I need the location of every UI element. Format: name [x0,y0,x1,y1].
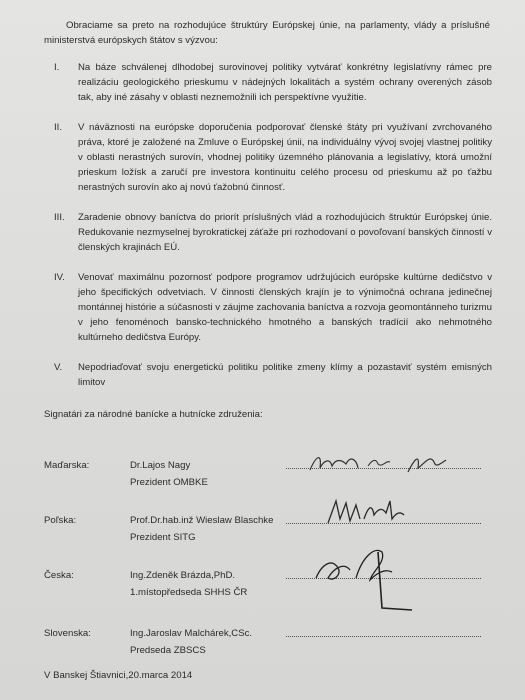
signatory-role: Prezident SITG [130,532,196,543]
intro-paragraph [44,18,490,48]
signatory-role: Prezident OMBKE [130,477,208,488]
signatory-name: Dr.Lajos Nagy [130,460,191,471]
signatory-country: Slovenska: [44,628,91,639]
item-number: III. [54,212,65,223]
place-and-date: V Banskej Štiavnici,20.marca 2014 [44,670,193,681]
appeal-item-3 [44,210,492,255]
signature-line [286,636,481,637]
item-number: II. [54,122,62,133]
signatory-country: Maďarska: [44,460,90,471]
item-number: I. [54,62,60,73]
appeal-item-4 [44,270,492,345]
signature-drawing [312,538,422,628]
signatory-country: Česka: [44,570,74,581]
appeal-list [44,60,492,390]
appeal-item-2 [44,120,492,195]
signatory-name: Prof.Dr.hab.inž Wieslaw Blaschke [130,515,274,526]
signatory-role: Predseda ZBSCS [130,645,206,656]
signatory-name: Ing.Jaroslav Malchárek,CSc. [130,628,253,639]
signature-drawing [306,446,466,486]
appeal-item-1 [44,60,492,105]
item-text: Zaradenie obnovy baníctva do priorít príslušných vlád a rozhodujúcich štruktúr Európskej únie. Redukovanie nezmyselnej byrokratickej záťaže pri rozhodovaní o povoľovaní banských činností v členských krajinách EÚ. [78,212,492,253]
signatory-country: Poľska: [44,515,77,526]
item-number: V. [54,362,63,373]
item-text: Venovať maximálnu pozornosť podpore programov udržujúcich európske kultúrne dedičstvo v jeho špecifických odvetviach. V činnosti členských krajín je to výnimočná ochrana jedinečnej montánnej histórie a súčasnosti v záujme zachovania baníctva a rozvoja geomontánneho turizmu v jeho fenoménoch bansko-technického hmotného a banských tradícií ako nehmotného kultúrneho dedičstva Európy. [78,272,492,343]
item-text: Na báze schválenej dlhodobej surovinovej politiky vytvárať konkrétny legislatívny rámec pre realizáciu geologického prieskumu v nádejných lokalitách a systém ochrany overených zásob tak, aby iné zásahy v oblasti neznemožnili ich perspektívne využitie. [78,62,492,103]
item-text: Nepodriaďovať svoju energetickú politiku politike zmeny klímy a pozastaviť systém emisných limitov [78,362,492,388]
appeal-item-5 [44,360,492,390]
intro-text: Obraciame sa preto na rozhodujúce štruktúry Európskej únie, na parlamenty, vlády a príslušné ministerstvá európskych štátov s výzvou: [44,20,490,46]
signature-drawing [324,493,424,533]
item-text: V náväznosti na európske doporučenia podporovať členské štáty pri využívaní zvrchovaného práva, ktoré je založené na Zmluve o Európskej únii, na individuálny vývoj svojej vlastnej politiky v oblasti nerastných surovín, vhodnej politiky územného plánovania a legislatívy, ktorá umožní prieskum ložísk a zaručí pre investora kontinuitu celého procesu od prieskumu až po ťažbu nerastných surovín ako aj novú ťažobnú činnosť. [78,122,492,193]
signatory-role: 1.místopředseda SHHS ČR [130,587,248,598]
item-number: IV. [54,272,65,283]
signatories-heading: Signatári za národné banícke a hutnícke združenia: [44,409,263,420]
signatory-name: Ing.Zdeněk Brázda,PhD. [130,570,236,581]
